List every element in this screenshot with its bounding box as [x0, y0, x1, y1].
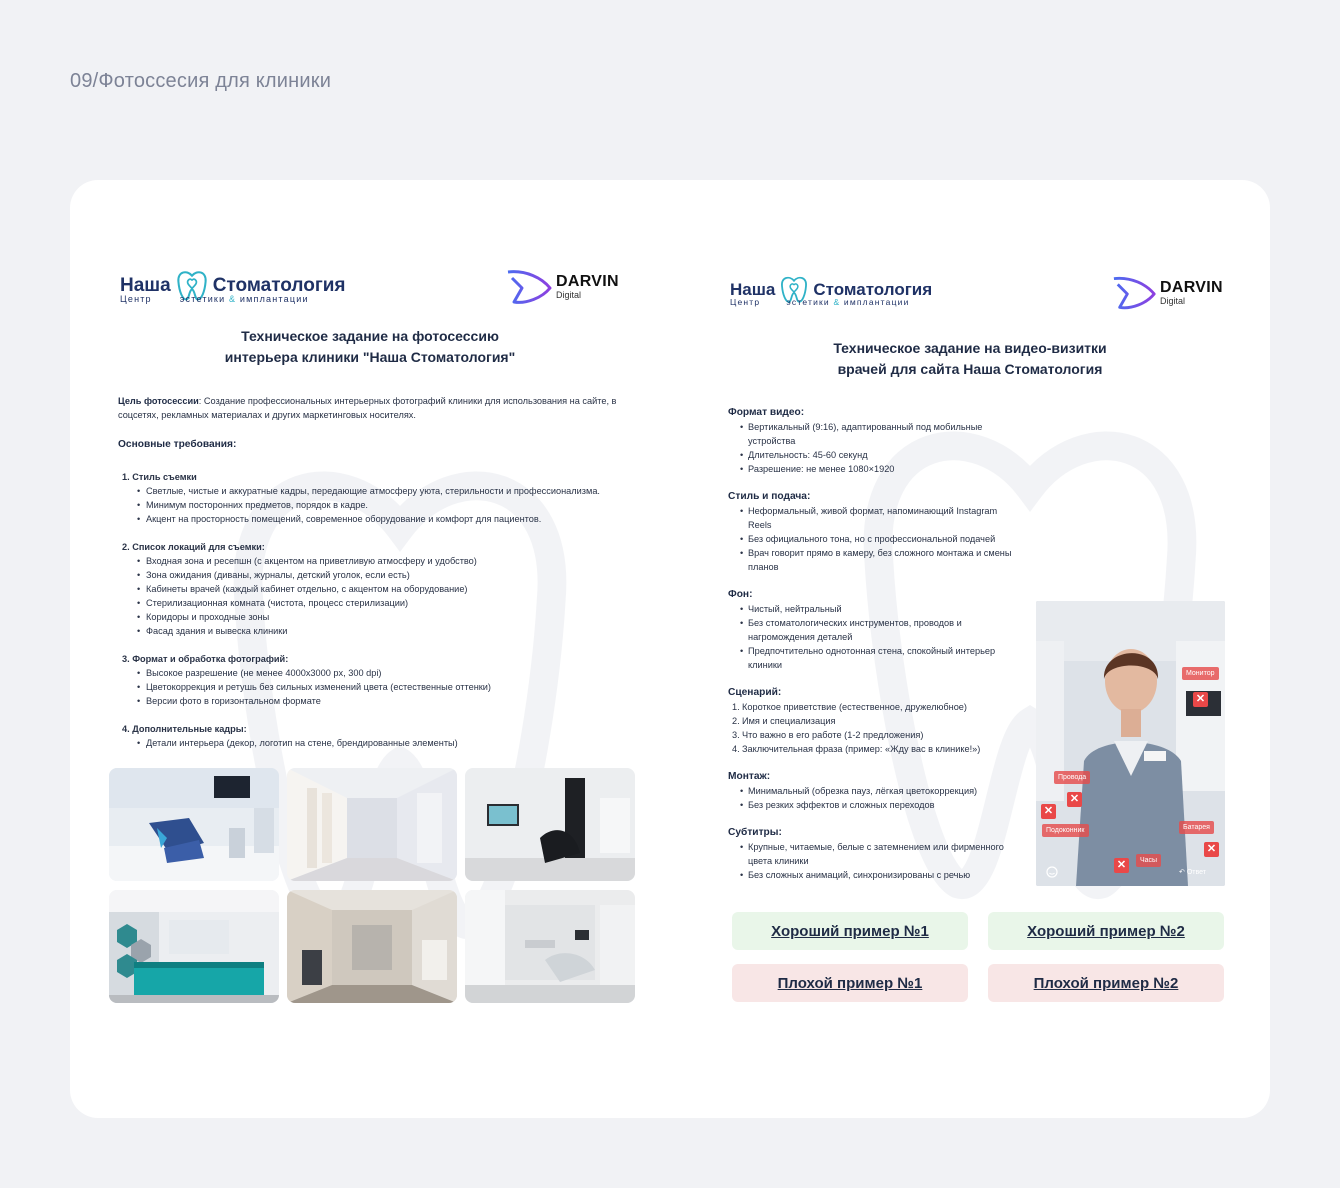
list-item: • Крупные, читаемые, белые с затемнением или фирменного цвета клиники	[728, 840, 1018, 868]
close-icon[interactable]: ✕	[1204, 842, 1219, 857]
section-extra-title: 4. Дополнительные кадры:	[122, 724, 247, 734]
section-format-title: Формат видео:	[728, 407, 805, 418]
list-item: • Без сложных анимаций, синхронизированы с речью	[728, 868, 1018, 882]
close-icon[interactable]: ✕	[1193, 692, 1208, 707]
logo-sub-amp: &	[833, 297, 841, 307]
list-item: 4. Заключительная фраза (пример: «Жду вас в клинике!»)	[732, 744, 981, 754]
requirements-heading: Основные требования:	[118, 439, 237, 450]
section-format-title: 3. Формат и обработка фотографий:	[122, 654, 289, 664]
video-brief-title-line1: Техническое задание на видео-визитки	[833, 340, 1107, 356]
photo-brief-title	[130, 326, 610, 368]
section-background-title: Фон:	[728, 589, 753, 600]
reply-label: Ответ	[1186, 869, 1206, 876]
goal-label: Цель фотосессии	[118, 396, 199, 406]
reply-icon: ↶	[1179, 869, 1185, 876]
close-icon[interactable]: ✕	[1067, 792, 1082, 807]
list-item-text: Заключительная фраза (пример: «Жду вас в клинике!»)	[742, 744, 981, 754]
darvin-sub: Digital	[556, 290, 582, 300]
goal-text: : Создание профессиональных интерьерных фотографий клиники для использования на сайте, в соцсетях, рекламных материалах и других маркетинговых носителях.	[118, 396, 617, 420]
list-item: • Без стоматологических инструментов, проводов и нагромождения деталей	[728, 616, 1018, 644]
good-example-1-button[interactable]: Хороший пример №1	[732, 912, 968, 950]
list-item: • Врач говорит прямо в камеру, без сложного монтажа и смены планов	[728, 546, 1018, 574]
section-editing-title: Монтаж:	[728, 771, 771, 782]
list-item: • Вертикальный (9:16), адаптированный под мобильные устройства	[728, 420, 1018, 448]
section-locations-title: 2. Список локаций для съемки:	[122, 542, 265, 552]
presentation-card	[70, 180, 1270, 1118]
monitor-tag: Монитор	[1182, 667, 1219, 680]
close-icon[interactable]: ✕	[1114, 858, 1129, 873]
list-item: • Неформальный, живой формат, напоминающий Instagram Reels	[728, 504, 1018, 532]
section-style-title: 1. Стиль съемки	[122, 472, 197, 482]
bad-example-2-button[interactable]: Плохой пример №2	[988, 964, 1224, 1002]
clinic-photos-grid	[109, 768, 635, 1003]
doctor-video-image	[1036, 601, 1225, 886]
logo-sub-center: Центр	[120, 294, 152, 304]
list-item: • Коридоры и проходные зоны	[118, 610, 628, 624]
photo-brief-body	[118, 394, 628, 750]
good-example-2-button[interactable]: Хороший пример №2	[988, 912, 1224, 950]
battery-tag: Батарея	[1179, 821, 1214, 834]
list-item: • Светлые, чистые и аккуратные кадры, передающие атмосферу уюта, стерильности и профессионализма.	[118, 484, 628, 498]
list-item: • Детали интерьера (декор, логотип на стене, брендированные элементы)	[118, 736, 628, 750]
list-item-text: Что важно в его работе (1-2 предложения)	[742, 730, 924, 740]
list-item: • Кабинеты врачей (каждый кабинет отдельно, с акцентом на оборудование)	[118, 582, 628, 596]
list-item: • Минимальный (обрезка пауз, лёгкая цветокоррекция)	[728, 784, 1018, 798]
list-item-text: Короткое приветствие (естественное, дружелюбное)	[742, 702, 967, 712]
reply-button[interactable]	[1179, 868, 1206, 876]
darvin-logo	[1112, 274, 1223, 312]
list-item: • Входная зона и ресепшн (с акцентом на приветливую атмосферу и удобство)	[118, 554, 628, 568]
logo-sub-amp: &	[229, 294, 237, 304]
list-item-text: Имя и специализация	[742, 716, 836, 726]
list-item: • Минимум посторонних предметов, порядок в кадре.	[118, 498, 628, 512]
list-item: • Акцент на просторность помещений, современное оборудование и комфорт для пациентов.	[118, 512, 628, 526]
close-icon[interactable]: ✕	[1041, 804, 1056, 819]
darvin-name: DARVIN	[1160, 279, 1223, 296]
list-item: • Разрешение: не менее 1080×1920	[728, 462, 1018, 476]
sill-tag: Подоконник	[1042, 824, 1089, 837]
clock-tag: Часы	[1136, 854, 1161, 867]
logo-word-nasha: Наша	[730, 279, 776, 299]
list-item: • Предпочтительно однотонная стена, спокойный интерьер клиники	[728, 644, 1018, 672]
list-item: • Стерилизационная комната (чистота, процесс стерилизации)	[118, 596, 628, 610]
list-item: • Версии фото в горизонтальном формате	[118, 694, 628, 708]
logo-word-stomatologiya: Стоматология	[813, 279, 933, 299]
hallway-photo	[287, 890, 457, 1003]
logo-sub-implant: имплантации	[239, 294, 309, 304]
video-brief-document	[670, 180, 1270, 1118]
section-subtitles-title: Субтитры:	[728, 827, 782, 838]
logo-word-stomatologiya: Стоматология	[212, 274, 346, 296]
list-item: • Чистый, нейтральный	[728, 602, 1018, 616]
list-item: 2. Имя и специализация	[732, 716, 836, 726]
darvin-logo	[506, 268, 619, 306]
darvin-fish-icon	[506, 268, 554, 306]
dental-office-photo	[465, 768, 635, 881]
list-item: • Высокое разрешение (не менее 4000x3000 px, 300 dpi)	[118, 666, 628, 680]
list-item: • Без резких эффектов и сложных переходов	[728, 798, 1018, 812]
doctor-video-frame[interactable]	[1036, 601, 1225, 886]
list-item: 3. Что важно в его работе (1-2 предложения)	[732, 730, 924, 740]
list-item: • Фасад здания и вывеска клиники	[118, 624, 628, 638]
darvin-fish-icon	[1112, 274, 1158, 312]
page-heading: 09/Фотоссесия для клиники	[70, 70, 332, 92]
emoji-icon[interactable]	[1046, 866, 1058, 878]
corridor-photo	[287, 768, 457, 881]
goal-paragraph	[118, 394, 628, 422]
logo-sub-esthetics: эстетики	[179, 294, 226, 304]
video-brief-title-line2: врачей для сайта Наша Стоматология	[837, 361, 1103, 377]
logo-sub-center: Центр	[730, 297, 761, 307]
photo-brief-document	[70, 180, 670, 1118]
logo-sub-implant: имплантации	[843, 297, 910, 307]
section-script-title: Сценарий:	[728, 687, 782, 698]
list-item: • Цветокоррекция и ретушь без сильных изменений цвета (естественные оттенки)	[118, 680, 628, 694]
section-style-title: Стиль и подача:	[728, 491, 811, 502]
logo-word-nasha: Наша	[120, 274, 171, 296]
nasha-stomatologiya-logo	[730, 274, 932, 307]
list-item: 1. Короткое приветствие (естественное, дружелюбное)	[732, 702, 967, 712]
logo-sub-esthetics: эстетики	[786, 297, 830, 307]
list-item: • Длительность: 45-60 секунд	[728, 448, 1018, 462]
treatment-room-photo	[465, 890, 635, 1003]
video-brief-body	[728, 406, 1018, 882]
video-brief-title	[780, 338, 1160, 380]
reception-photo	[109, 890, 279, 1003]
list-item: • Зона ожидания (диваны, журналы, детский уголок, если есть)	[118, 568, 628, 582]
darvin-sub: Digital	[1160, 296, 1186, 306]
dental-chair-photo	[109, 768, 279, 881]
wires-tag: Провода	[1054, 771, 1090, 784]
photo-brief-title-line1: Техническое задание на фотосессию	[241, 328, 499, 344]
photo-brief-title-line2: интерьера клиники "Наша Стоматология"	[224, 349, 516, 365]
nasha-stomatologiya-logo	[120, 268, 346, 304]
bad-example-1-button[interactable]: Плохой пример №1	[732, 964, 968, 1002]
list-item: • Без официального тона, но с профессиональной подачей	[728, 532, 1018, 546]
darvin-name: DARVIN	[556, 273, 619, 290]
